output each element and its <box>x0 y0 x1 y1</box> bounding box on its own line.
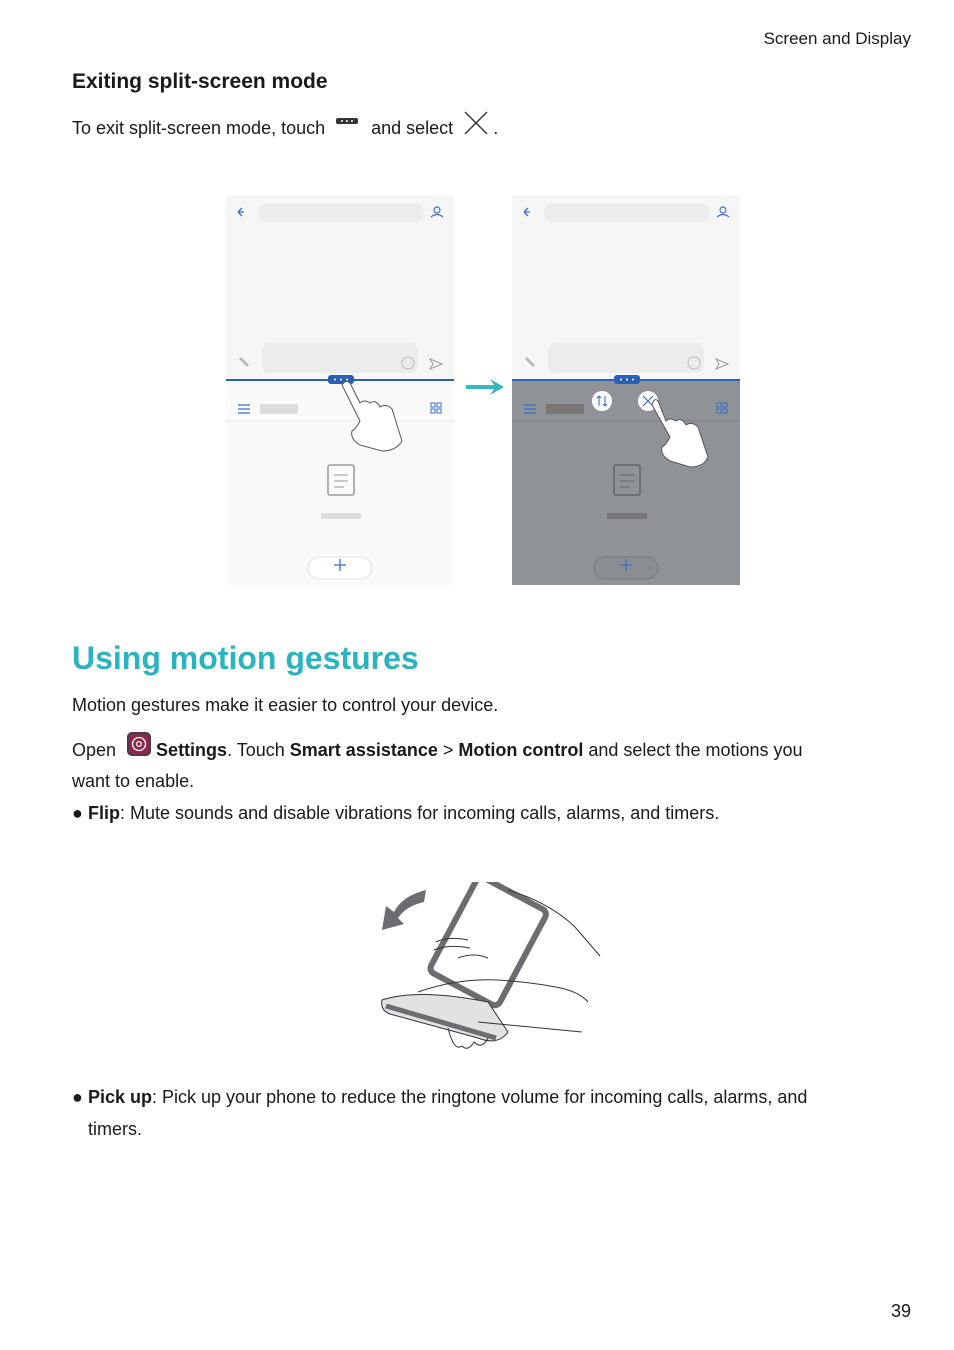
bullet-pick-up <box>72 1087 807 1108</box>
smart-assistance-label: Smart assistance <box>289 740 438 760</box>
bullet-pick-up-text: : Pick up your phone to reduce the ringtone volume for incoming calls, alarms, and <box>152 1087 808 1107</box>
section-header: Screen and Display <box>763 29 911 48</box>
select-text: and select the motions you <box>583 740 803 760</box>
instruction-text-middle: and select <box>371 118 454 138</box>
dots-menu-icon <box>335 116 359 130</box>
curved-arrow-icon <box>382 890 426 930</box>
settings-app-icon <box>126 731 152 757</box>
motion-control-label: Motion control <box>458 740 584 760</box>
open-word: Open <box>72 740 117 760</box>
bullet-flip <box>72 803 719 824</box>
page-number: 39 <box>890 1301 911 1321</box>
bullet-pick-up-term: Pick up <box>88 1087 153 1107</box>
motion-intro: Motion gestures make it easier to control your device. <box>72 695 499 715</box>
split-screen-illustration <box>226 195 740 587</box>
bullet-flip-term: Flip <box>88 803 120 823</box>
flip-gesture-illustration <box>378 882 606 1060</box>
bullet-pick-up-continued: timers. <box>88 1119 142 1139</box>
split-screen-instruction <box>72 118 498 139</box>
settings-label: Settings <box>156 740 228 760</box>
instruction-text-end: . <box>493 118 499 138</box>
phone-before <box>226 195 454 585</box>
gt-separator: > <box>437 740 459 760</box>
touch-text: . Touch <box>227 740 290 760</box>
phone-after <box>512 195 740 585</box>
arrow-right-icon <box>466 379 504 395</box>
section-title-motion-gestures: Using motion gestures <box>72 640 419 676</box>
bullet-dot: ● <box>72 1087 83 1107</box>
subheading-exit-split-screen: Exiting split-screen mode <box>72 70 328 93</box>
open-settings-instruction <box>72 740 803 761</box>
bullet-flip-text: : Mute sounds and disable vibrations for incoming calls, alarms, and timers. <box>120 803 720 823</box>
instruction-text-start: To exit split-screen mode, touch <box>72 118 326 138</box>
open-settings-instruction-line2: want to enable. <box>72 771 195 791</box>
swap-icon <box>592 391 612 411</box>
bullet-dot: ● <box>72 803 83 823</box>
close-x-icon <box>463 110 489 136</box>
